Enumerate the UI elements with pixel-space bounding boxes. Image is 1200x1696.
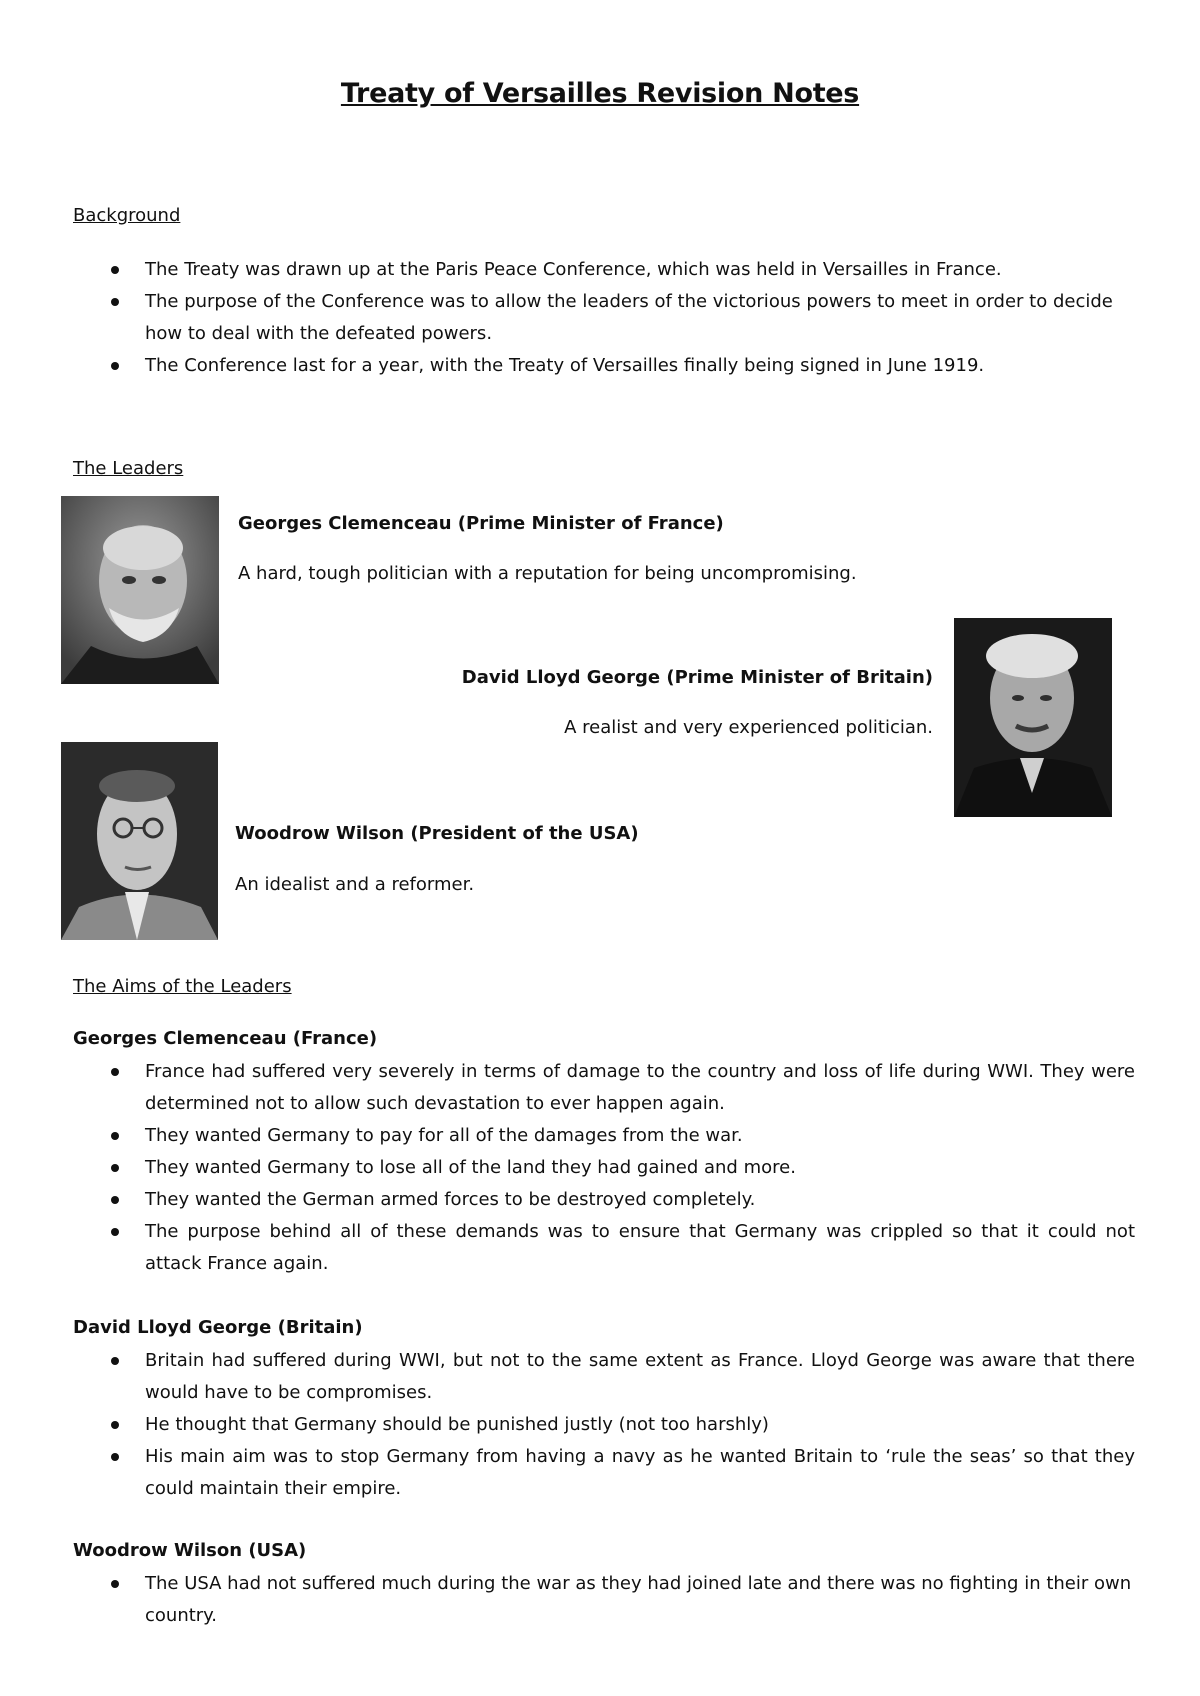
wilson-description: An idealist and a reformer. <box>235 874 475 895</box>
list-item: The purpose of the Conference was to allow the leaders of the victorious powers to meet in order to decide how to deal with the defeated powers. <box>73 286 1135 350</box>
clemenceau-description: A hard, tough politician with a reputation for being uncompromising. <box>238 563 857 584</box>
britain-aims-heading: David Lloyd George (Britain) <box>73 1317 363 1338</box>
usa-aims-heading: Woodrow Wilson (USA) <box>73 1540 307 1561</box>
lloyd-george-name: David Lloyd George (Prime Minister of Britain) <box>461 667 933 688</box>
france-aims-list <box>73 1056 1135 1280</box>
lloyd-george-description: A realist and very experienced politician. <box>564 717 933 738</box>
background-heading: Background <box>73 205 181 226</box>
list-item: The Treaty was drawn up at the Paris Peace Conference, which was held in Versailles in France. <box>73 254 1135 286</box>
aims-heading: The Aims of the Leaders <box>73 976 292 997</box>
list-item: He thought that Germany should be punished justly (not too harshly) <box>73 1409 1135 1441</box>
list-item: The purpose behind all of these demands was to ensure that Germany was crippled so that it could not attack France again. <box>73 1216 1135 1280</box>
lloyd-george-portrait <box>954 618 1112 817</box>
britain-aims-list <box>73 1345 1135 1505</box>
clemenceau-name: Georges Clemenceau (Prime Minister of France) <box>238 513 724 534</box>
wilson-portrait <box>61 742 218 940</box>
list-item: Britain had suffered during WWI, but not to the same extent as France. Lloyd George was aware that there would have to be compromises. <box>73 1345 1135 1409</box>
france-aims-heading: Georges Clemenceau (France) <box>73 1028 378 1049</box>
list-item: They wanted Germany to lose all of the land they had gained and more. <box>73 1152 1135 1184</box>
list-item: The USA had not suffered much during the war as they had joined late and there was no fighting in their own country. <box>73 1568 1135 1632</box>
clemenceau-portrait <box>61 496 219 684</box>
usa-aims-list <box>73 1568 1135 1632</box>
list-item: France had suffered very severely in terms of damage to the country and loss of life during WWI. They were determined not to allow such devastation to ever happen again. <box>73 1056 1135 1120</box>
list-item: The Conference last for a year, with the Treaty of Versailles finally being signed in June 1919. <box>73 350 1135 382</box>
wilson-name: Woodrow Wilson (President of the USA) <box>235 823 639 844</box>
background-list <box>73 254 1135 382</box>
list-item: His main aim was to stop Germany from having a navy as he wanted Britain to ‘rule the seas’ so that they could maintain their empire. <box>73 1441 1135 1505</box>
page-title: Treaty of Versailles Revision Notes <box>340 78 860 109</box>
list-item: They wanted the German armed forces to be destroyed completely. <box>73 1184 1135 1216</box>
list-item: They wanted Germany to pay for all of the damages from the war. <box>73 1120 1135 1152</box>
leaders-heading: The Leaders <box>73 458 184 479</box>
